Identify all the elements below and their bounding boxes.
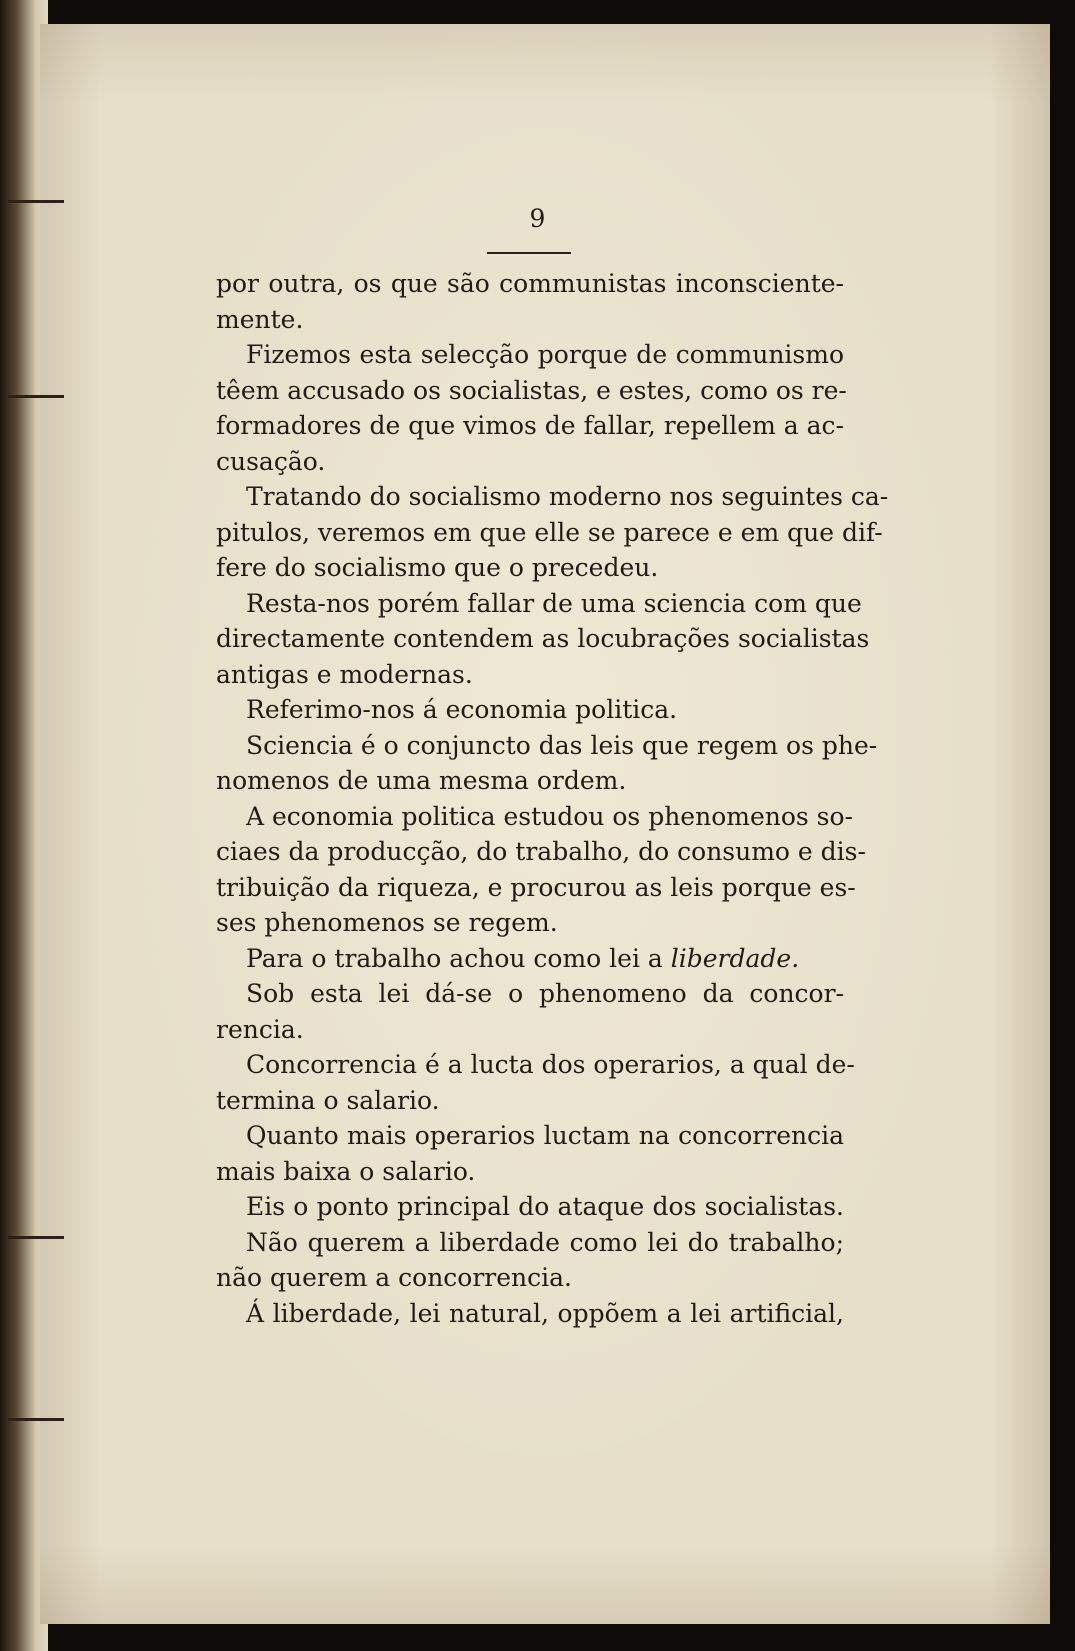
text-line [216,1225,844,1261]
page-number: 9 [529,204,546,233]
binding-stitch [8,1236,64,1239]
text-line-content: termina o salario. [216,1085,440,1115]
text-line-content: ses phenomenos se regem. [216,908,558,937]
text-line-content: Para o trabalho achou como lei a [246,943,671,973]
binding-stitch [8,395,64,398]
text-line-content: nomenos de uma mesma ordem. [216,766,627,795]
text-line-content: Eis o ponto principal do ataque dos socialistas. [246,1192,844,1221]
text-line [216,1047,855,1083]
text-line-content: mais baixa o salario. [216,1156,476,1186]
text-line-content: não querem a concorrencia. [216,1263,573,1292]
text-line-content: Resta-nos porém fallar de uma sciencia com que [246,588,862,618]
text-line-content: têem accusado os socialistas, e estes, como os re- [216,375,847,405]
text-line-content: Não querem a liberdade como lei do trabalho; [246,1227,844,1257]
text-line [216,834,866,870]
text-line-content: tribuição da riqueza, e procurou as leis porque es- [216,872,856,902]
text-line [216,586,862,622]
text-line-content: mente. [216,304,304,334]
text-line-content: Fizemos esta selecção porque de communismo [246,340,844,369]
text-line-content: Sciencia é o conjuncto das leis que regem os phe- [246,730,878,760]
text-line [216,905,844,941]
text-line-content: rencia. [216,1014,304,1044]
text-line-content: Quanto mais operarios luctam na concorrencia [246,1121,844,1150]
text-line [216,1189,844,1225]
text-line [216,337,844,373]
text-line [216,870,856,906]
text-line [216,621,870,657]
text-line-content: A economia politica estudou os phenomenos so- [246,801,854,831]
text-line [216,1154,844,1190]
text-line [216,1260,844,1296]
text-line [216,657,844,693]
text-line [216,1083,844,1119]
text-line [216,692,844,728]
text-line-content: Á liberdade, lei natural, oppõem a lei artificial, [246,1298,844,1328]
text-line [216,763,844,799]
text-line [216,444,844,480]
text-line [216,1012,844,1048]
text-line-content: cusação. [216,446,326,476]
text-line-content: Referimo-nos á economia politica. [246,695,678,724]
binding-stitch [8,1418,64,1421]
text-line-content: Tratando do socialismo moderno nos seguintes ca- [246,482,889,511]
body-text [216,266,889,1331]
text-line [216,302,844,338]
text-line-content: pitulos, veremos em que elle se parece e em que dif- [216,517,883,547]
text-line [216,550,844,586]
text-line [216,479,889,515]
text-line-content: formadores de que vimos de fallar, repellem a ac- [216,411,844,440]
text-line-content: por outra, os que são communistas inconsciente- [216,269,844,298]
text-line [216,515,883,551]
binding-stitch [8,200,64,203]
header-rule [487,252,571,254]
text-line [216,728,878,764]
text-line [216,408,844,444]
text-line-content: directamente contendem as locubrações socialistas [216,624,870,653]
text-line [216,799,854,835]
text-line-content: ciaes da producção, do trabalho, do consumo e dis- [216,837,866,866]
text-line [216,266,844,302]
text-line [216,1296,844,1332]
text-line [216,941,844,977]
text-line-content: Concorrencia é a lucta dos operarios, a qual de- [246,1050,855,1079]
text-line [216,1118,844,1154]
text-line-content: Sob esta lei dá-se o phenomeno da concor- [246,979,844,1008]
text-line-content: fere do socialismo que o precedeu. [216,553,659,582]
italic-emphasis: liberdade. [670,943,800,973]
text-line-content: antigas e modernas. [216,659,473,689]
text-line [216,976,844,1012]
text-line [216,373,847,409]
